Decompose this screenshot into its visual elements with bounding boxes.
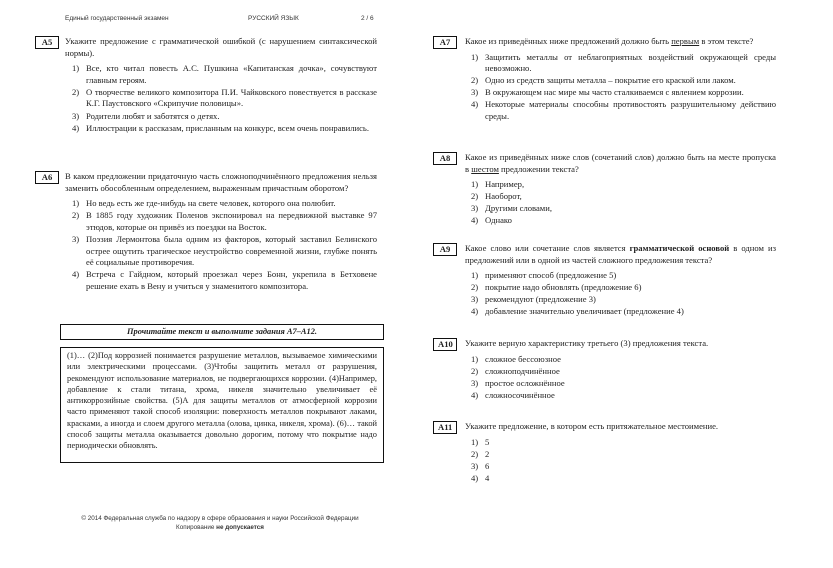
underlined-word: первым bbox=[671, 36, 700, 46]
option-text: Наоборот, bbox=[485, 191, 522, 202]
answer-option bbox=[471, 473, 776, 485]
option-number: 2) bbox=[72, 210, 80, 221]
answer-option bbox=[471, 378, 776, 390]
option-text: Но ведь есть же где-нибудь на свете человек, которого она полюбит. bbox=[86, 198, 336, 209]
question-a7 bbox=[433, 36, 776, 123]
answer-option bbox=[471, 461, 776, 473]
option-text: Например, bbox=[485, 179, 525, 190]
answer-option bbox=[471, 215, 776, 227]
option-text: сложноподчинённое bbox=[485, 365, 560, 376]
text-part: в этом тексте? bbox=[699, 36, 754, 46]
text-part: Какое слово или сочетание слов является bbox=[465, 243, 630, 253]
header-subject: РУССКИЙ ЯЗЫК bbox=[248, 15, 299, 22]
answer-option bbox=[471, 354, 776, 366]
footer-copy-prohibited: не допускается bbox=[216, 524, 264, 531]
answer-option bbox=[72, 198, 377, 210]
options-list bbox=[72, 63, 377, 134]
option-number: 4) bbox=[471, 306, 479, 317]
option-number: 4) bbox=[471, 389, 479, 400]
option-number: 3) bbox=[471, 87, 479, 98]
passage-box bbox=[60, 347, 384, 463]
options-list bbox=[471, 52, 776, 123]
footer-copyright: © 2014 Федеральная служба по надзору в сфере образования и науки Российской Федерации bbox=[81, 515, 359, 522]
option-text: Однако bbox=[485, 215, 512, 226]
passage-text: (1)… (2)Под коррозией понимается разрушение металлов, вызываемое химическими или электрическими процессами. (3)Чтобы защитить металл от разрушения, рекомендуют использование материалов, не подвергающихся коррозии. (4)Например, добавление к стали титана, хрома, никеля значительно увеличивает её антикоррозийные свойства. (5)А для защиты металлов от атмосферной коррозии часто применяют такой способ изоляции: поверхность металлов покрывают лаками, красками, а иногда и слоем другого металла (олова, цинка, никеля, хрома). (6)… такой способ защиты металла оказывается довольно дорогим, потому что покрытие надо периодически обновлять. bbox=[67, 351, 377, 451]
answer-option bbox=[72, 123, 377, 135]
option-text: Некоторые материалы способны противостоять разрушительному действию среды. bbox=[485, 99, 776, 122]
instruction-box bbox=[60, 324, 384, 340]
question-text: Укажите предложение с грамматической ошибкой (с нарушением синтаксической нормы). bbox=[65, 36, 377, 58]
underlined-word: шестом bbox=[471, 163, 499, 174]
answer-option bbox=[72, 234, 377, 269]
options-list bbox=[471, 270, 776, 318]
option-text: В 1885 году художник Поленов экспонировал на передвижной выставке 97 этюдов, которые он привёз из поездки на Восток. bbox=[86, 210, 377, 232]
answer-option bbox=[72, 63, 377, 86]
option-number: 2) bbox=[471, 448, 479, 459]
instruction-text: Прочитайте текст и выполните задания А7–А12. bbox=[127, 327, 317, 336]
options-list bbox=[471, 354, 776, 402]
question-number: А6 bbox=[35, 171, 59, 184]
text-part: предложении текста? bbox=[498, 163, 579, 174]
footer bbox=[40, 514, 400, 532]
question-number: А11 bbox=[433, 421, 457, 434]
option-number: 1) bbox=[471, 51, 479, 62]
option-text: рекомендуют (предложение 3) bbox=[485, 294, 596, 305]
answer-option bbox=[471, 52, 776, 75]
options-list bbox=[471, 179, 776, 227]
footer-copy-label: Копирование bbox=[176, 524, 217, 531]
option-text: 5 bbox=[485, 436, 490, 447]
option-number: 4) bbox=[471, 215, 479, 226]
option-text: простое осложнённое bbox=[485, 377, 565, 388]
option-number: 3) bbox=[72, 233, 80, 244]
answer-option bbox=[471, 366, 776, 378]
answer-option bbox=[471, 449, 776, 461]
option-text: Встреча с Гайдном, который проезжал через Бонн, укрепила в Бетховене решение ехать в Вену и учиться у знаменитого композитора. bbox=[86, 269, 377, 291]
answer-option bbox=[471, 390, 776, 402]
option-number: 2) bbox=[471, 365, 479, 376]
answer-option bbox=[72, 111, 377, 123]
option-number: 3) bbox=[72, 110, 80, 121]
option-text: Защитить металлы от неблагоприятных воздействий окружающей среды невозможно. bbox=[485, 51, 776, 74]
option-text: Другими словами, bbox=[485, 203, 552, 214]
option-text: Все, кто читал повесть А.С. Пушкина «Капитанская дочка», сочувствуют главным героям. bbox=[86, 63, 377, 85]
option-text: Поэзия Лермонтова была одним из факторов, который заставил Белинского острее ощутить трагическое неустройство современной жизни, глубже понять её социальные противоречия. bbox=[86, 233, 377, 268]
answer-option bbox=[471, 294, 776, 306]
option-text: 4 bbox=[485, 472, 490, 483]
option-number: 1) bbox=[471, 353, 479, 364]
question-text: Укажите предложение, в котором есть притяжательное местоимение. bbox=[465, 421, 719, 431]
answer-option bbox=[471, 99, 776, 122]
question-a9 bbox=[433, 243, 776, 319]
option-number: 1) bbox=[471, 270, 479, 281]
option-number: 1) bbox=[471, 179, 479, 190]
option-text: Одно из средств защиты металла – покрытие его краской или лаком. bbox=[485, 75, 736, 86]
options-list bbox=[72, 198, 377, 292]
answer-option bbox=[471, 179, 776, 191]
text-part: в одном из предложений или в одной из частей сложного предложения текста? bbox=[465, 243, 776, 265]
question-a11 bbox=[433, 421, 776, 485]
answer-option bbox=[471, 437, 776, 449]
question-number: А10 bbox=[433, 338, 457, 351]
option-number: 4) bbox=[72, 269, 80, 280]
question-number: А9 bbox=[433, 243, 457, 256]
option-number: 3) bbox=[471, 377, 479, 388]
options-list bbox=[471, 437, 776, 485]
option-number: 3) bbox=[471, 203, 479, 214]
option-text: сложносочинённое bbox=[485, 389, 555, 400]
text-part: Какое из приведённых ниже предложений должно быть bbox=[465, 36, 672, 46]
option-number: 4) bbox=[471, 99, 479, 110]
option-number: 4) bbox=[471, 472, 479, 483]
answer-option bbox=[471, 87, 776, 99]
option-number: 4) bbox=[72, 122, 80, 133]
option-text: 6 bbox=[485, 460, 490, 471]
answer-option bbox=[471, 306, 776, 318]
question-a10 bbox=[433, 338, 776, 402]
option-text: покрытие надо обновлять (предложение 6) bbox=[485, 282, 642, 293]
option-number: 1) bbox=[72, 198, 80, 209]
option-number: 1) bbox=[72, 63, 80, 74]
option-number: 1) bbox=[471, 436, 479, 447]
option-number: 2) bbox=[72, 86, 80, 97]
option-text: добавление значительно увеличивает (предложение 4) bbox=[485, 306, 684, 317]
option-text: О творчестве великого композитора П.И. Чайковского повествуется в рассказе К.Г. Паустовского «Скрипучие половицы». bbox=[86, 86, 377, 109]
footer-copy-notice bbox=[40, 523, 400, 532]
answer-option bbox=[72, 269, 377, 292]
answer-option bbox=[471, 191, 776, 203]
question-number: А8 bbox=[433, 152, 457, 165]
question-text: Укажите верную характеристику третьего (3) предложения текста. bbox=[465, 338, 709, 348]
text-part: Какое из приведённых ниже слов (сочетаний слов) должно быть на месте пропуска в bbox=[465, 152, 776, 174]
option-number: 3) bbox=[471, 294, 479, 305]
answer-option bbox=[471, 75, 776, 87]
option-number: 2) bbox=[471, 75, 479, 86]
question-a8 bbox=[433, 152, 776, 228]
option-text: Иллюстрации к рассказам, присланным на конкурс, всем очень понравились. bbox=[86, 122, 369, 133]
option-text: Родители любят и заботятся о детях. bbox=[86, 110, 220, 121]
question-text: В каком предложении придаточную часть сложноподчинённого предложения нельзя заменить обособленным определением, выраженным причастным оборотом? bbox=[65, 171, 377, 193]
option-text: сложное бессоюзное bbox=[485, 353, 561, 364]
answer-option bbox=[72, 87, 377, 110]
answer-option bbox=[471, 203, 776, 215]
question-a6 bbox=[35, 171, 377, 293]
question-a5 bbox=[35, 36, 377, 135]
option-text: В окружающем нас мире мы часто сталкиваемся с явлением коррозии. bbox=[485, 87, 744, 98]
header-exam-name: Единый государственный экзамен bbox=[65, 15, 169, 22]
option-text: применяют способ (предложение 5) bbox=[485, 270, 617, 281]
option-text: 2 bbox=[485, 448, 490, 459]
answer-option bbox=[471, 270, 776, 282]
question-number: А7 bbox=[433, 36, 457, 49]
question-text bbox=[465, 36, 776, 48]
question-text bbox=[465, 243, 776, 266]
question-number: А5 bbox=[35, 36, 59, 49]
question-text bbox=[465, 152, 776, 175]
option-number: 2) bbox=[471, 191, 479, 202]
option-number: 3) bbox=[471, 460, 479, 471]
header-page-number: 2 / 6 bbox=[361, 15, 374, 22]
bold-phrase: грамматической основой bbox=[629, 243, 730, 253]
option-number: 2) bbox=[471, 282, 479, 293]
answer-option bbox=[471, 282, 776, 294]
answer-option bbox=[72, 210, 377, 233]
